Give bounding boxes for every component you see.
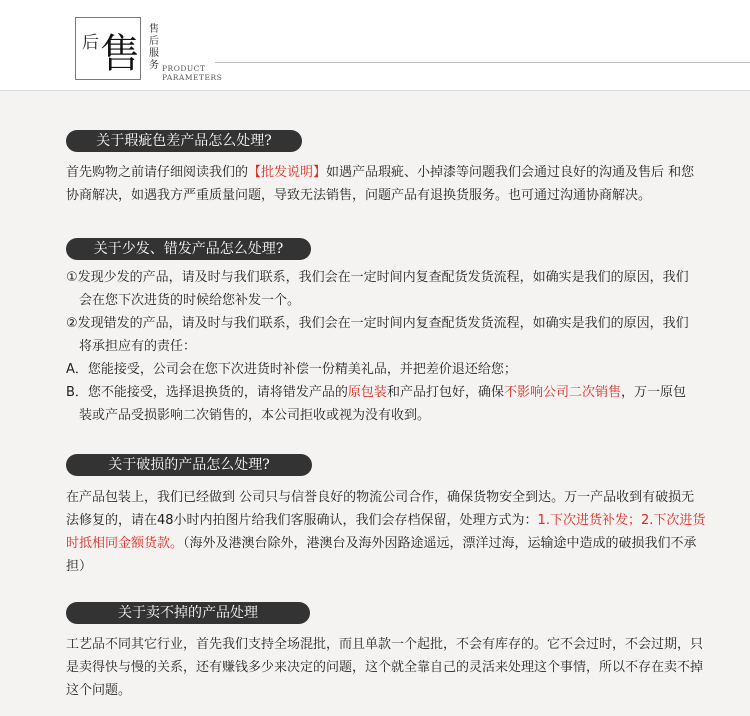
section-title-missing-wrong: 关于少发、错发产品怎么处理? xyxy=(66,238,311,260)
line: B．您不能接受，选择退换货的，请将错发产品的原包装和产品打包好，确保不影响公司二次销售，万一原包 xyxy=(66,385,686,400)
line: A．您能接受，公司会在您下次进货时补偿一份精美礼品，并把差价退还给您； xyxy=(66,362,517,377)
line: 将承担应有的责任： xyxy=(79,339,197,354)
after-sales-logo xyxy=(75,17,141,80)
section-body-defects: 首先购物之前请仔细阅读我们的【批发说明】如遇产品瑕疵、小掉漆等问题我们会通过良好的沟通及售后 和您协商解决，如遇我方严重质量问题，导致无法销售，问题产品有退换货服务。也可通过沟通协商解决。 xyxy=(66,165,695,203)
line: ①发现少发的产品，请及时与我们联系，我们会在一定时间内复查配货发货流程，如确实是我们的原因，我们 xyxy=(66,270,689,285)
logo-vertical-text: 售后服务 xyxy=(149,24,159,71)
logo-en-line1: PRODUCT xyxy=(162,64,206,73)
logo-big-char: 售 xyxy=(100,31,140,77)
section-title-defects: 关于瑕疵色差产品怎么处理? xyxy=(66,130,302,152)
section-title-unsold: 关于卖不掉的产品处理 xyxy=(66,602,310,624)
line: ②发现错发的产品，请及时与我们联系，我们会在一定时间内复查配货发货流程，如确实是我们的原因，我们 xyxy=(66,316,689,331)
section-body-unsold: 工艺品不同其它行业，首先我们支持全场混批，而且单款一个起批，不会有库存的。它不会过时，不会过期，只是卖得快与慢的关系，还有赚钱多少来决定的问题，这个就全靠自己的灵活来处理这个事情，所以不存在卖不掉这个问题。 xyxy=(66,637,704,698)
page-header xyxy=(0,0,750,90)
section-body-damaged: 在产品包装上，我们已经做到 公司只与信誉良好的物流公司合作，确保货物安全到达。万一产品收到有破损无法修复的，请在48小时内拍图片给我们客服确认，我们会存档保留，处理方式为：1.下次进货补发；2.下次进货时抵相同金额货款。（海外及港澳台除外，港澳台及海外因路途遥远，漂洋过海，运输途中造成的破损我们不承担） xyxy=(66,490,706,574)
line: 会在您下次进货的时候给您补发一个。 xyxy=(79,293,301,308)
logo-english-text xyxy=(162,64,222,82)
header-bottom-border xyxy=(0,90,750,91)
line: 装或产品受损影响二次销售的，本公司拒收或视为没有收到。 xyxy=(79,408,431,423)
logo-en-line2: PARAMETERS xyxy=(162,73,223,82)
header-divider xyxy=(215,62,750,63)
logo-small-char: 后 xyxy=(82,33,99,53)
section-title-damaged: 关于破损的产品怎么处理? xyxy=(66,454,312,476)
wholesale-notice-link: 【批发说明】 xyxy=(248,165,327,180)
section-body-missing-wrong xyxy=(66,266,706,427)
